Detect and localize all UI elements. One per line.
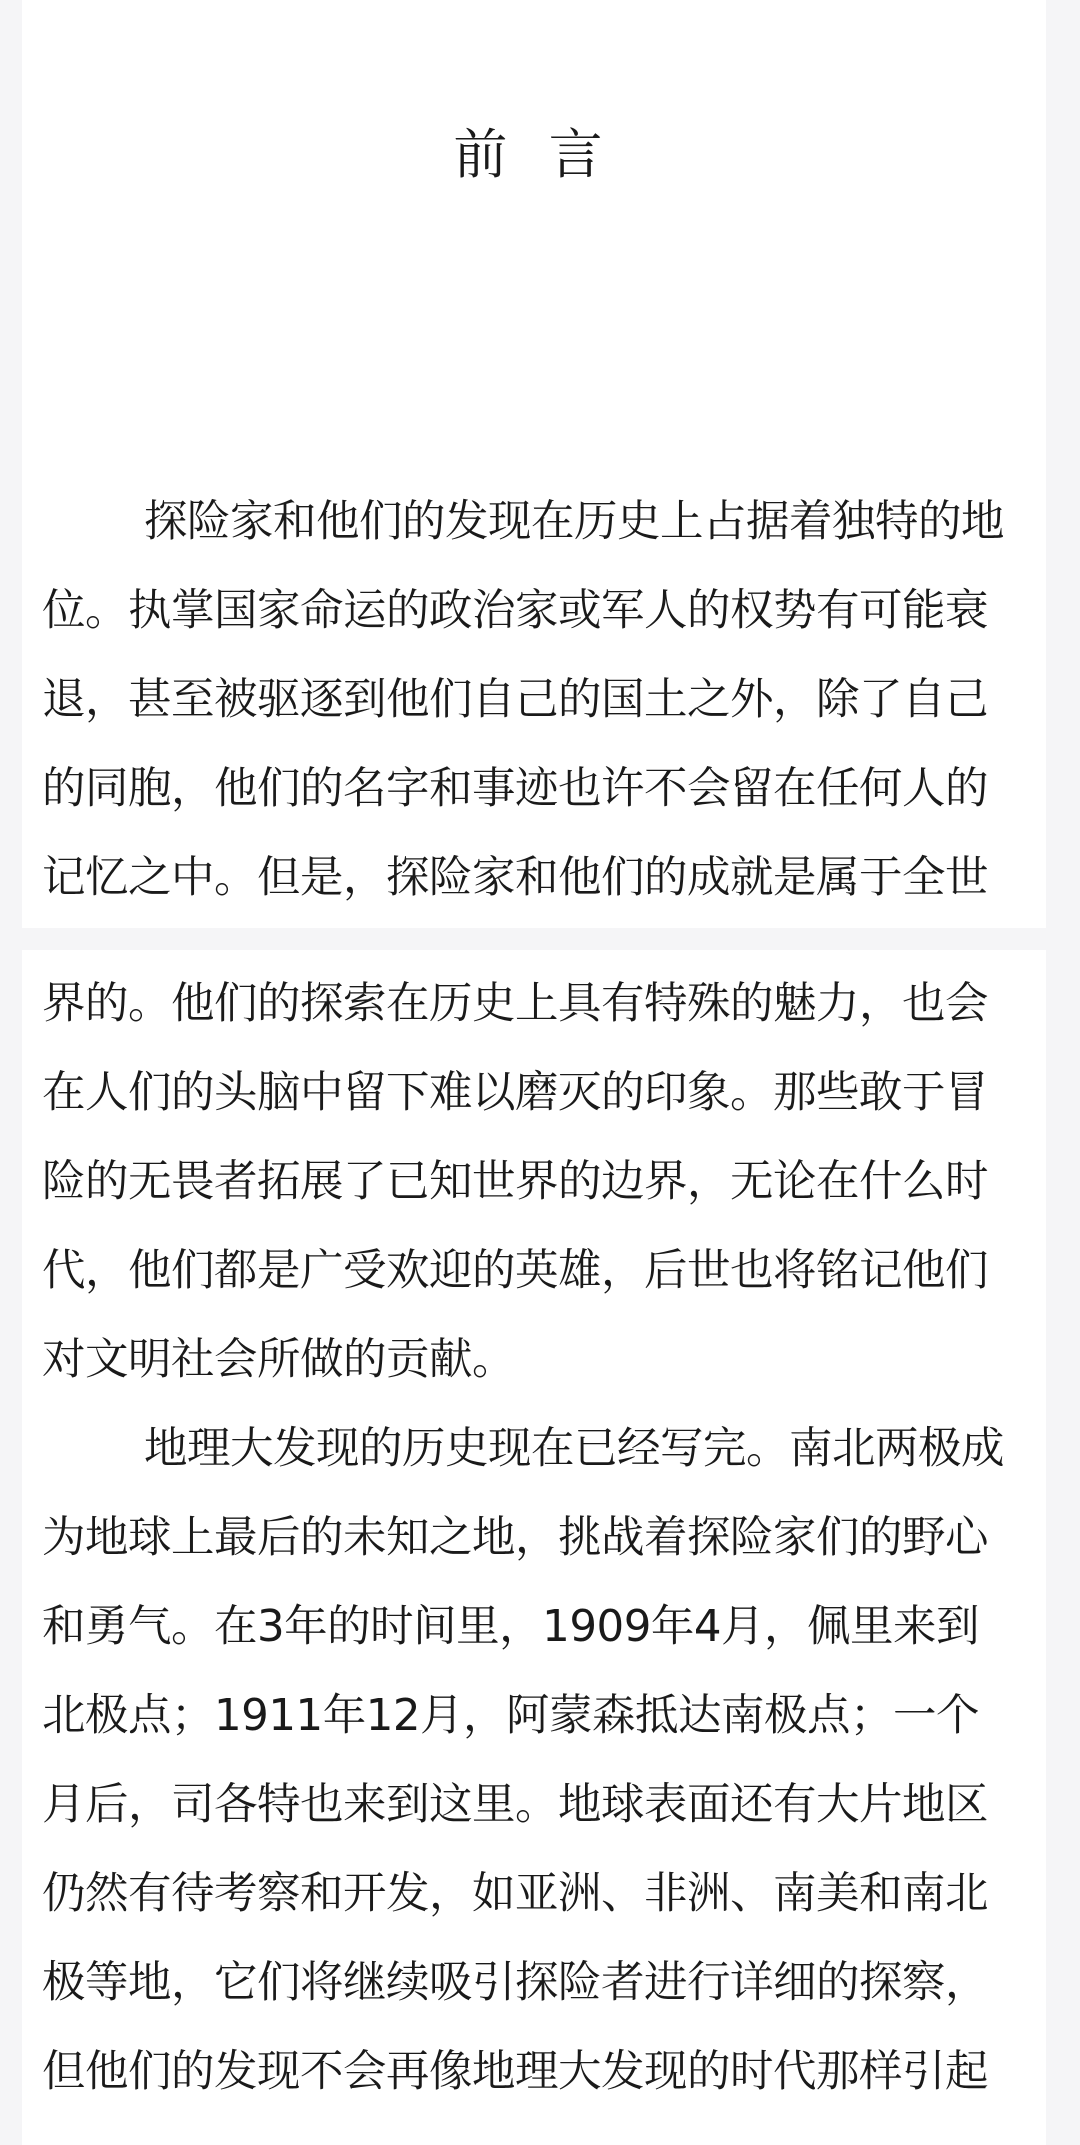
text-line: 记忆之中。但是，探险家和他们的成就是属于全世 <box>42 853 988 903</box>
text-line: 地理大发现的历史现在已经写完。南北两极成 <box>144 1424 1004 1474</box>
text-line: 代，他们都是广受欢迎的英雄，后世也将铭记他们 <box>42 1246 988 1296</box>
text-line: 险的无畏者拓展了已知世界的边界，无论在什么时 <box>42 1157 988 1207</box>
text-line: 探险家和他们的发现在历史上占据着独特的地 <box>144 497 1004 547</box>
page-two-text <box>42 960 1046 2117</box>
text-line: 界的。他们的探索在历史上具有特殊的魅力，也会 <box>42 979 988 1029</box>
page-title: 前 言 <box>453 123 615 186</box>
text-line: 和勇气。在3年的时间里，1909年4月，佩里来到 <box>42 1602 980 1652</box>
text-line: 月后，司各特也来到这里。地球表面还有大片地区 <box>42 1780 988 1830</box>
text-line: 但他们的发现不会再像地理大发现的时代那样引起 <box>42 2047 988 2097</box>
text-line: 对文明社会所做的贡献。 <box>42 1335 515 1385</box>
text-line: 仍然有待考察和开发，如亚洲、非洲、南美和南北 <box>42 1869 988 1919</box>
text-line: 的同胞，他们的名字和事迹也许不会留在任何人的 <box>42 764 988 814</box>
text-line: 在人们的头脑中留下难以磨灭的印象。那些敢于冒 <box>42 1068 988 1118</box>
text-line: 退，甚至被驱逐到他们自己的国土之外，除了自己 <box>42 675 988 725</box>
page-one <box>22 0 1046 928</box>
text-line: 北极点；1911年12月，阿蒙森抵达南极点；一个 <box>42 1691 980 1741</box>
page-two <box>22 950 1046 2145</box>
paragraph-one-start <box>42 478 1046 923</box>
text-line: 为地球上最后的未知之地，挑战着探险家们的野心 <box>42 1513 988 1563</box>
text-line: 位。执掌国家命运的政治家或军人的权势有可能衰 <box>42 586 988 636</box>
text-line: 极等地，它们将继续吸引探险者进行详细的探察， <box>42 1958 988 2008</box>
